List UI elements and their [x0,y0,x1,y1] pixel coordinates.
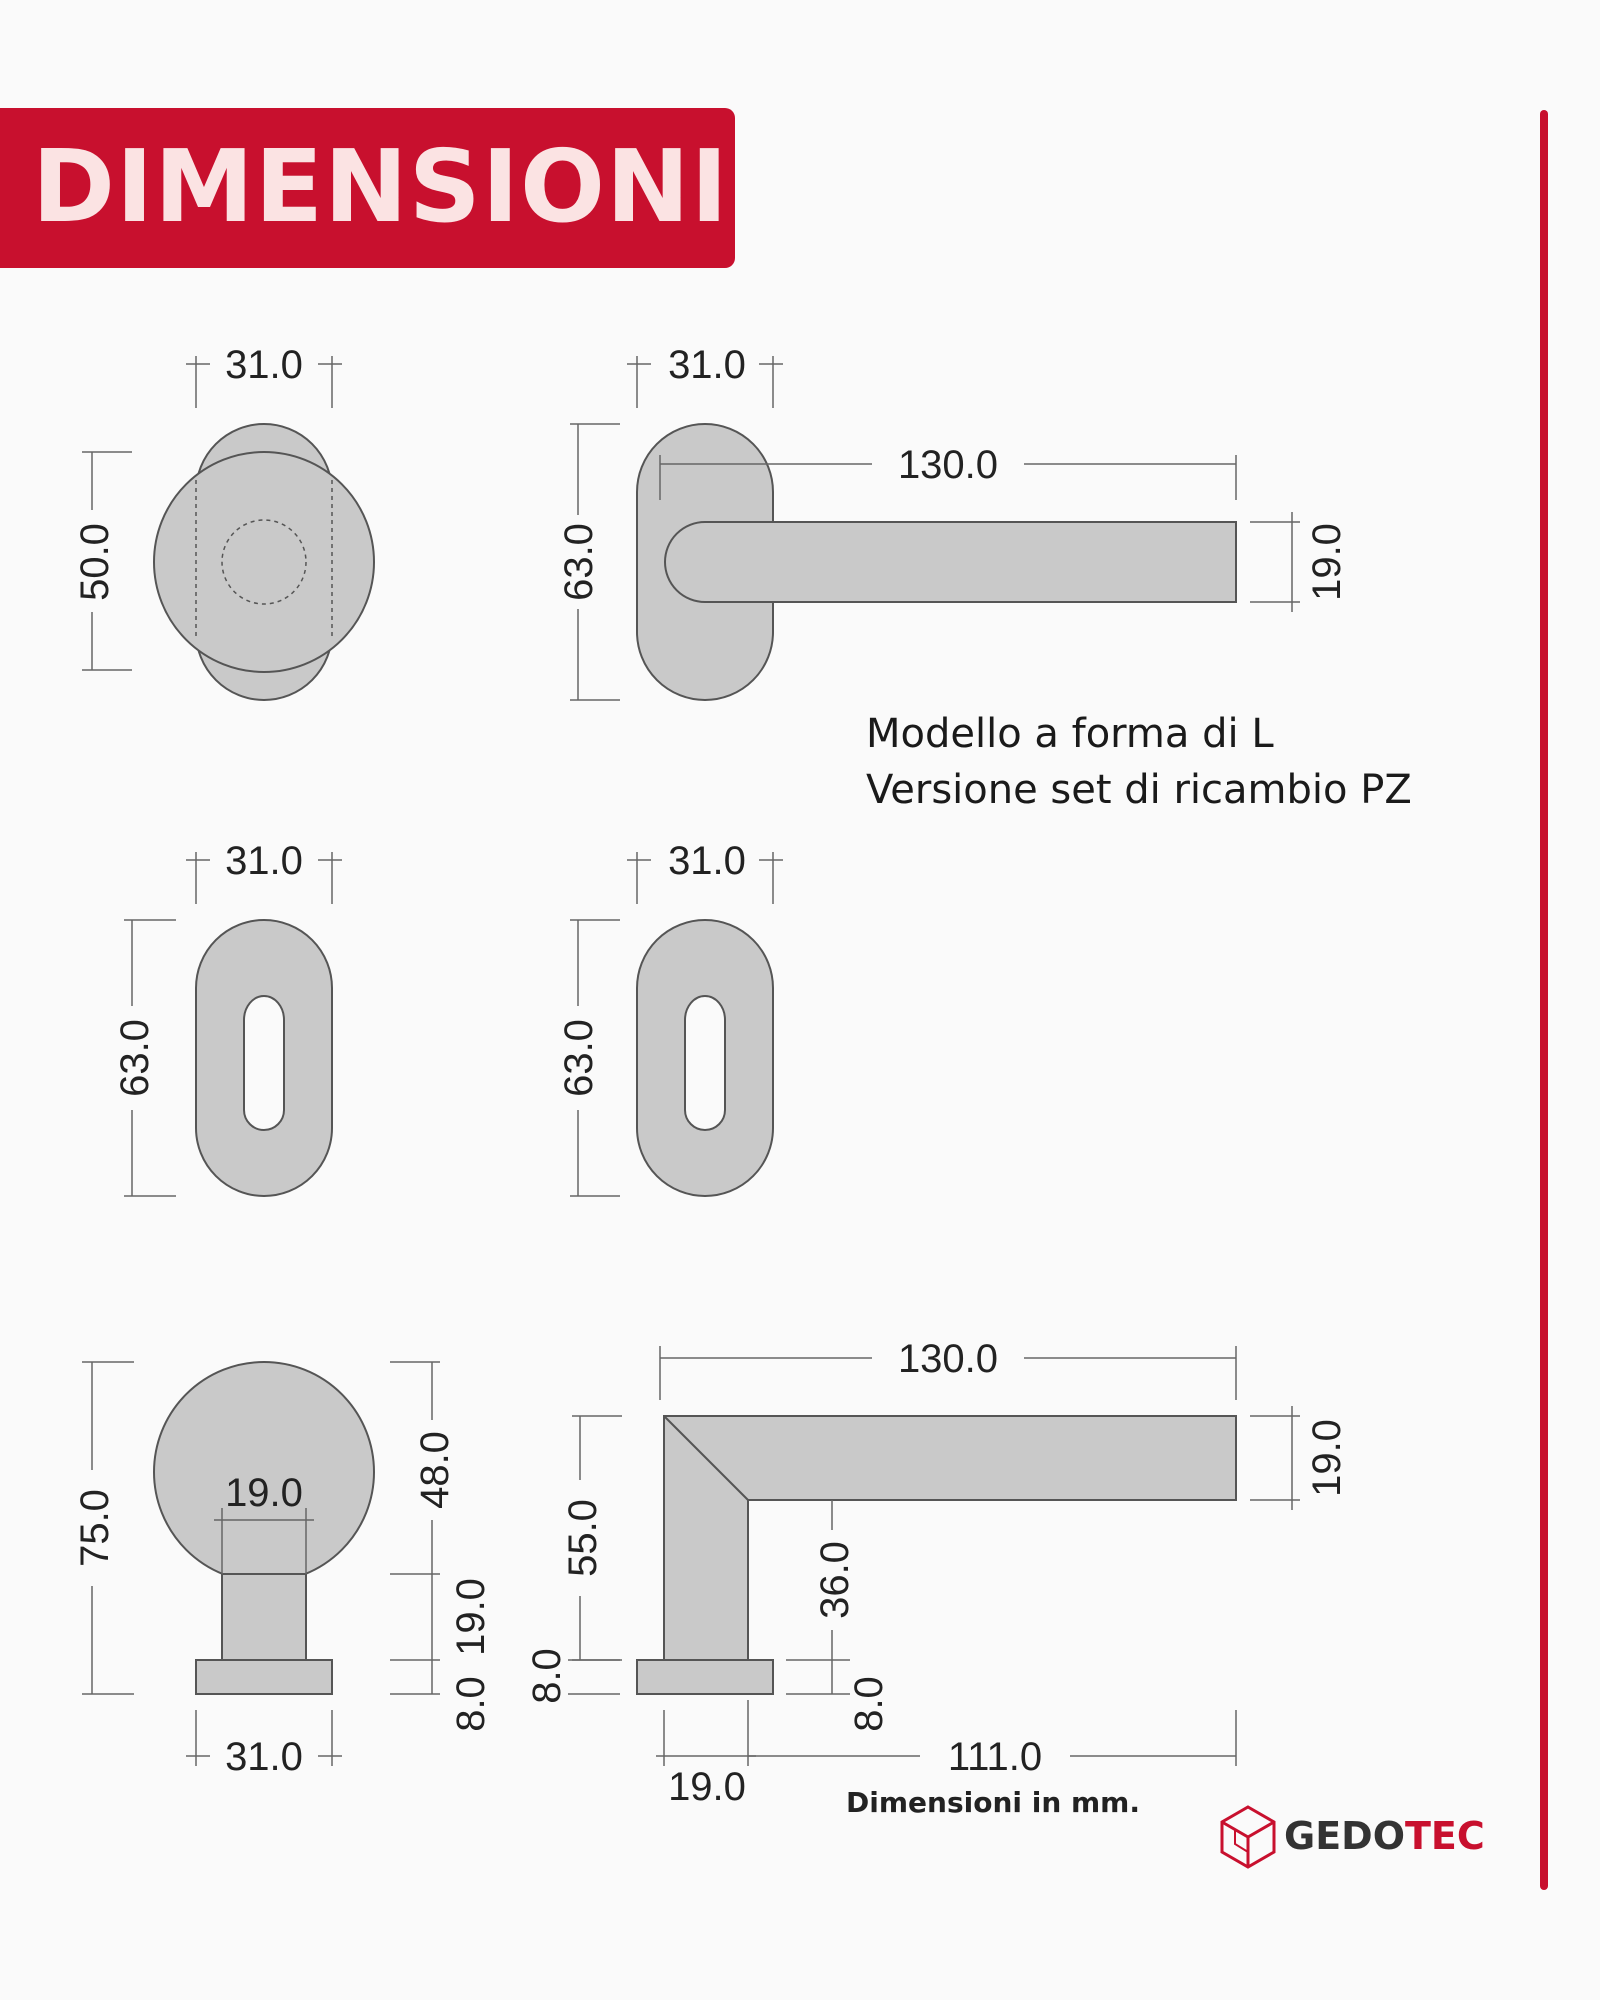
lever-profile-view [525,1337,1349,1809]
dim-lever-width: 31.0 [668,343,746,387]
units-footnote: Dimensioni in mm. [846,1786,1140,1819]
dim-escutcheon-left-width: 31.0 [225,839,303,883]
dim-escutcheon-right-height: 63.0 [557,1019,601,1097]
dim-escutcheon-left-height: 63.0 [113,1019,157,1097]
dim-profile-grip: 19.0 [1305,1419,1349,1497]
dim-rosette-width: 31.0 [225,343,303,387]
rosette-top-view [73,343,374,700]
dim-profile-reach: 111.0 [947,1735,1043,1779]
knob-base [196,1660,332,1694]
dim-profile-length: 130.0 [897,1337,999,1381]
knob-neck [222,1574,306,1660]
dim-profile-height: 55.0 [561,1499,605,1577]
knob-side-view [73,1362,493,1779]
dim-profile-base-left: 8.0 [525,1648,569,1704]
model-description-line2: Versione set di ricambio PZ [866,767,1412,813]
dim-knob-upper: 48.0 [413,1431,457,1509]
lever-side-view [557,343,1349,700]
brand-name [1284,1814,1485,1858]
page-title: DIMENSIONI [32,128,729,245]
dim-profile-base-right: 8.0 [847,1676,891,1732]
dim-lever-grip: 19.0 [1305,523,1349,601]
dim-profile-inner: 36.0 [813,1541,857,1619]
escutcheon-left-keyhole [244,996,284,1130]
dim-knob-neck: 19.0 [225,1471,303,1515]
dim-knob-base: 8.0 [449,1676,493,1732]
escutcheon-right-keyhole [685,996,725,1130]
dim-lever-height: 63.0 [557,523,601,601]
model-description [866,706,1412,818]
lever-profile-base [637,1660,773,1694]
escutcheon-right-view [557,839,783,1196]
dim-lever-length: 130.0 [897,443,999,487]
lever-arm [665,522,1236,602]
rosette-disc [154,452,374,672]
dim-knob-height: 75.0 [73,1489,117,1567]
lever-profile-arm [664,1416,1236,1660]
dim-knob-mid: 19.0 [449,1578,493,1656]
brand-name-part2: TEC [1405,1814,1485,1858]
model-description-line1: Modello a forma di L [866,711,1274,757]
dim-profile-shank: 19.0 [668,1765,746,1809]
escutcheon-left-view [113,839,342,1196]
dim-escutcheon-right-width: 31.0 [668,839,746,883]
cube-logo-icon [1218,1804,1278,1870]
dim-rosette-height: 50.0 [73,523,117,601]
dim-knob-width: 31.0 [225,1735,303,1779]
brand-name-part1: GEDO [1284,1814,1405,1858]
